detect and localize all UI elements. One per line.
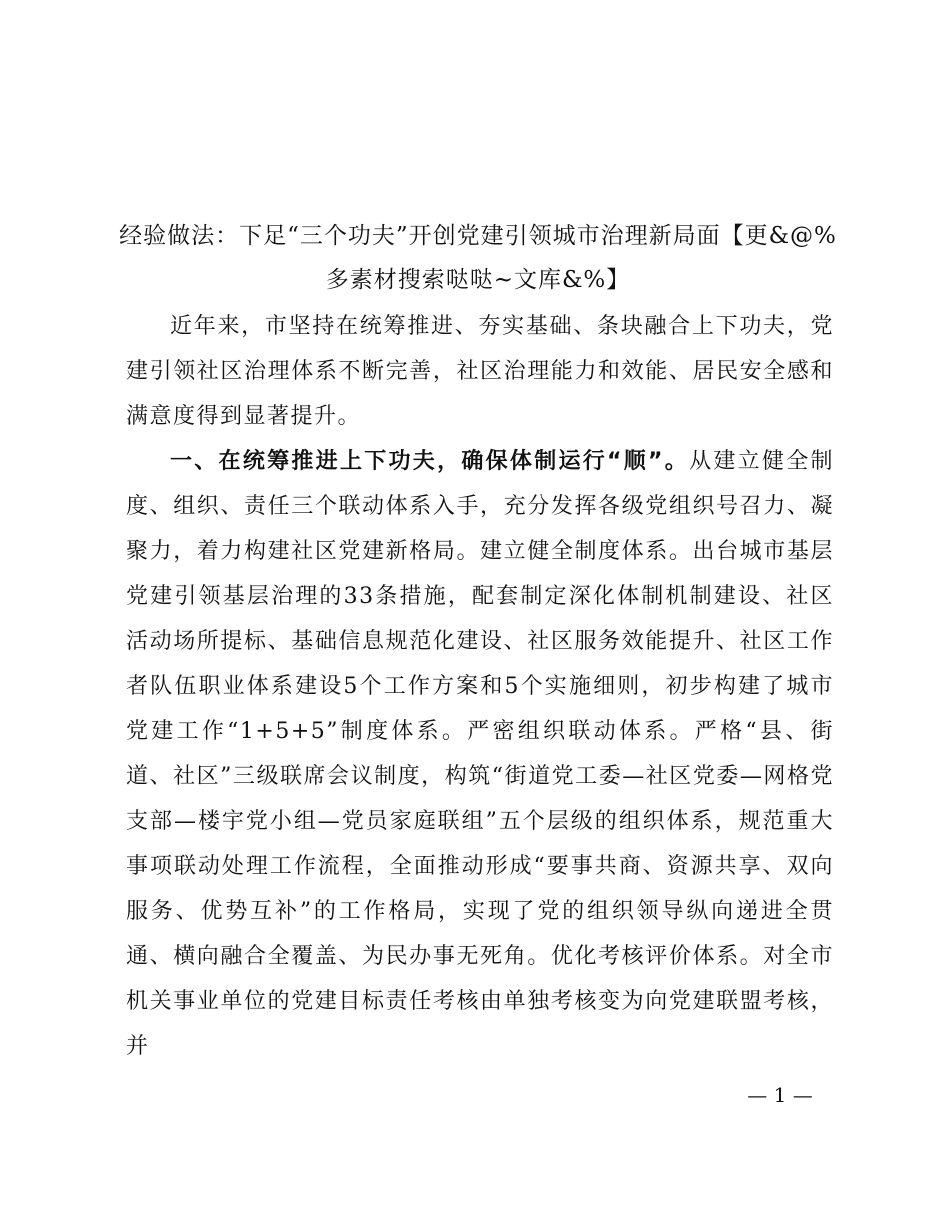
page-number: — 1 —	[747, 1083, 813, 1107]
intro-paragraph: 近年来，市坚持在统筹推进、夯实基础、条块融合上下功夫，党建引领社区治理体系不断完善，社区治理能力和效能、居民安全感和满意度得到显著提升。	[126, 314, 834, 429]
section-1-heading: 一、在统筹推进上下功夫，确保体制运行“顺”。	[170, 449, 690, 474]
section-1-paragraph	[126, 439, 834, 1069]
document-title: 经验做法：下足“三个功夫”开创党建引领城市治理新局面【更&@%多素材搜索哒哒~文库&%】	[119, 223, 837, 293]
section-1-body: 从建立健全制度、组织、责任三个联动体系入手，充分发挥各级党组织号召力、凝聚力，着力构建社区党建新格局。建立健全制度体系。出台城市基层党建引领基层治理的33条措施，配套制定深化体制机制建设、社区活动场所提标、基础信息规范化建设、社区服务效能提升、社区工作者队伍职业体系建设5个工作方案和5个实施细则，初步构建了城市党建工作“1+5+5”制度体系。严密组织联动体系。严格“县、街道、社区”三级联席会议制度，构筑“街道党工委—社区党委—网格党支部—楼宇党小组—党员家庭联组”五个层级的组织体系，规范重大事项联动处理工作流程，全面推动形成“要事共商、资源共享、双向服务、优势互补”的工作格局，实现了党的组织领导纵向递进全贯通、横向融合全覆盖、为民办事无死角。优化考核评价体系。对全市机关事业单位的党建目标责任考核由单独考核变为向党建联盟考核，并	[126, 449, 834, 1059]
document-body	[126, 304, 834, 1069]
